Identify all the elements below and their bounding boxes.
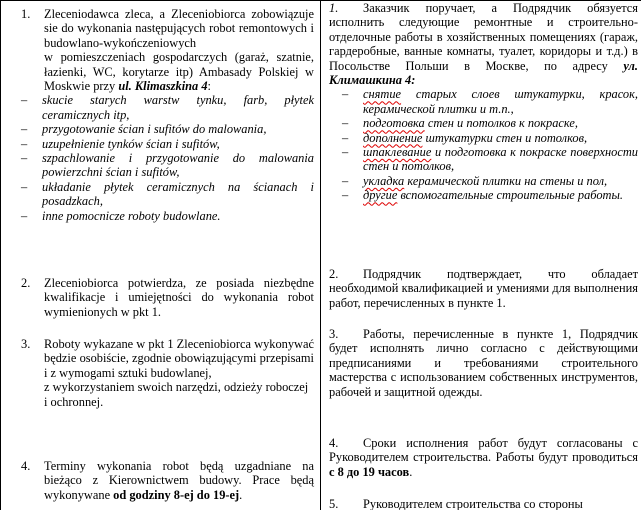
ru-item-3-text: 3. Работы, перечисленные в пункте 1, Подрядчик будет исполнять лично согласно с действующими предписаниями и требованиями строительного мастерства с использованием собственных инструментов, рабочей и защитной одежды. (329, 327, 638, 399)
ru-item-3-number: 3. (329, 327, 339, 341)
pl-item-2 (8, 276, 314, 319)
ru-task-list (329, 87, 638, 202)
ru-item-3 (329, 327, 638, 399)
ru-item-2 (329, 267, 638, 310)
pl-address: ul. Klimaszkina 4 (118, 79, 208, 94)
pl-item-3 (8, 337, 314, 409)
list-item: – шпаклевание и подготовка к покраске поверхности стен и потолков, (342, 145, 638, 174)
pl-task-list (8, 93, 314, 223)
ru-item-4-number: 4. (329, 436, 339, 450)
list-item: – другие вспомогательные строительные работы. (342, 188, 623, 203)
pl-item-1-number: 1. (21, 7, 31, 21)
ru-item-1 (329, 1, 638, 203)
column-divider (320, 0, 321, 510)
pl-item-1 (8, 7, 314, 223)
ru-item-1-text: 1. Заказчик поручает, а Подрядчик обязуется исполнить следующие ремонтные и строительно-отделочные работы в хозяйственных помещениях (гараж, гардеробные, ванные комнаты, туалет, коридоры и т.д.) в Посольстве Польши в Москве, по адресу ул. Климашкина 4: (329, 1, 638, 88)
pl-item-2-text: Zleceniobiorca potwierdza, ze posiada niezbędne kwalifikacje i umiejętności do wykonania robot wymienionych w pkt 1. (44, 276, 314, 319)
list-item: – снятие старых слоев штукатурки, красок, керамической плитки и т.п., (342, 87, 638, 116)
ru-item-5-number: 5. (329, 497, 339, 510)
pl-working-hours: od godziny 8-ej do 19-ej (113, 487, 240, 502)
pl-item-1-text: Zleceniodawca zleca, a Zleceniobiorca zobowiązuje sie do wykonania następujących robot remontowych i budowlano-wykończeniowych w pomieszczeniach gospodarczych (garaż, szatnie, łazienki, WC, korytarze itp) Ambasady Polskiej w Moskwie przy ul. Klimaszkina 4: (44, 7, 314, 94)
ru-address: ул. Климашкина 4: (329, 58, 638, 88)
ru-item-4 (329, 436, 638, 479)
list-item: – подготовка стен и потолков к покраске, (342, 116, 578, 131)
ru-item-1-number: 1. (329, 1, 339, 15)
list-item: – inne pomocnicze roboty budowlane. (21, 208, 221, 223)
pl-item-3-number: 3. (21, 337, 31, 351)
ru-item-2-text: 2. Подрядчик подтверждает, что обладает необходимой квалификацией и умениями для выполнения работ, перечисленных в пункте 1. (329, 267, 638, 310)
ru-item-5-text: 5. Руководителем строительства со стороны (329, 497, 583, 510)
pl-item-2-number: 2. (21, 276, 31, 290)
pl-item-3-text: Roboty wykazane w pkt 1 Zleceniobiorca wykonywać będzie osobiście, zgodnie obowiązującymi przepisami i z wymogami sztuki budowlanej, z wykorzystaniem swoich narzędzi, odzieży roboczej i ochronnej. (44, 337, 314, 409)
list-item: – układanie płytek ceramicznych na ścianach i posadzkach, (21, 179, 314, 209)
list-item: – szpachlowanie i przygotowanie do malowania powierzchni ścian i sufitów, (21, 151, 314, 180)
list-item: – skucie starych warstw tynku, farb, płytek ceramicznych itp, (21, 93, 314, 122)
list-item: – дополнение штукатурки стен и потолков, (342, 130, 588, 145)
ru-working-hours: с 8 до 19 часов (329, 464, 410, 479)
ru-item-4-text: 4. Сроки исполнения работ будут согласованы с Руководителем строительства. Работы будут проводиться с 8 до 19 часов. (329, 436, 638, 479)
pl-item-4 (8, 459, 314, 502)
list-item: – przygotowanie ścian i sufitów do malowania, (21, 122, 267, 137)
list-item: – укладка керамической плитки на стены и пол, (342, 173, 608, 188)
pl-item-4-text: Terminy wykonania robot będą uzgadniane na bieżąco z Kierownictwem budowy. Prace będą wykonywane od godziny 8-ej do 19-ej. (44, 459, 314, 502)
ru-item-2-number: 2. (329, 267, 339, 281)
pl-item-4-number: 4. (21, 459, 31, 473)
list-item: – uzupełnienie tynków ścian i sufitów, (21, 136, 220, 151)
ru-item-5 (329, 497, 638, 510)
